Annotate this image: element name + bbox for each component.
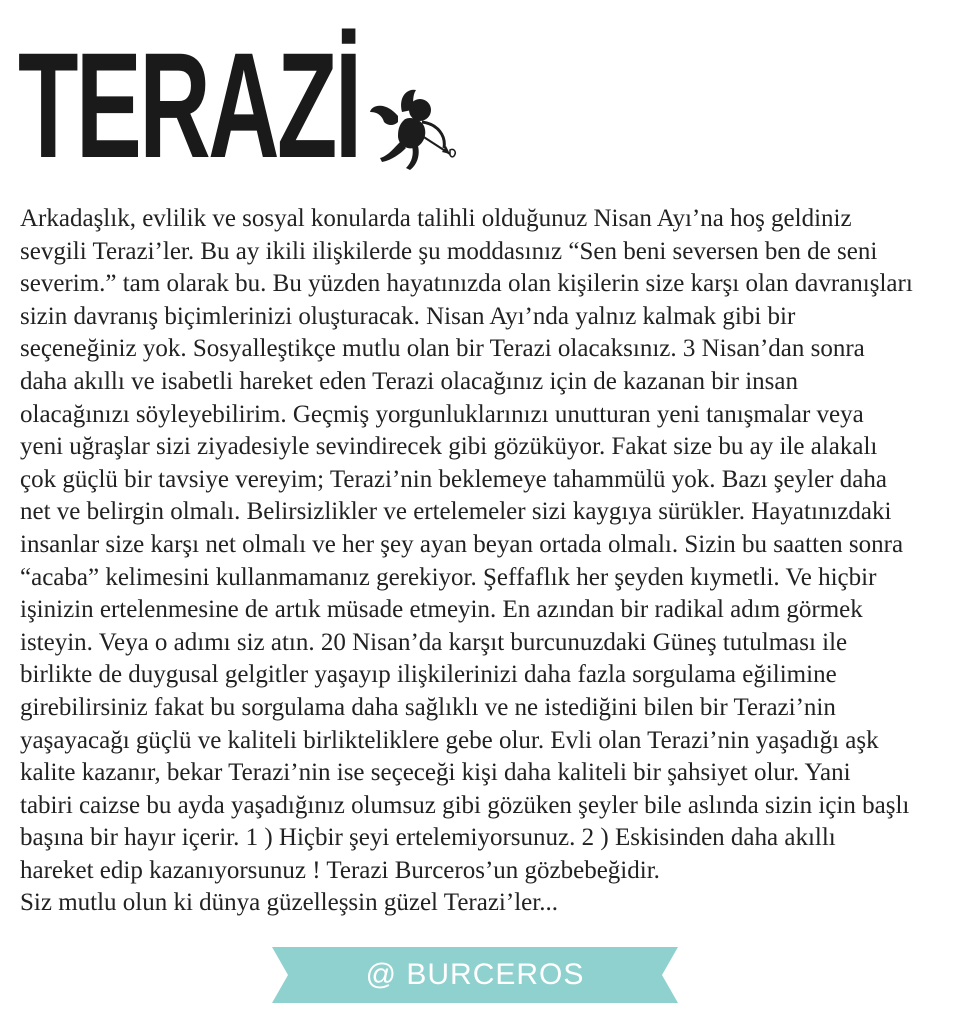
text-line: yaşayacağı güçlü ve kaliteli birlikteliklere gebe olur. Evli olan Terazi’nin yaşadığı aşk	[20, 726, 879, 754]
text-line: yeni uğraşlar sizi ziyadesiyle sevindirecek gibi gözüküyor. Fakat size bu ay ile alakalı	[20, 433, 878, 461]
text-line: girebilirsiniz fakat bu sorgulama daha sağlıklı ve ne istediğini bilen bir Terazi’nin	[20, 693, 836, 721]
text-line: daha akıllı ve isabetli hareket eden Terazi olacağınız için de kazanan bir insan	[20, 367, 798, 395]
article-body	[20, 203, 948, 920]
text-line: tabiri caizse bu ayda yaşadığınız olumsuz gibi gözüken şeyler bile aslında sizin için başlı	[20, 791, 910, 819]
text-line: “acaba” kelimesini kullanmamanız gerekiyor. Şeffaflık her şeyden kıymetli. Ve hiçbir	[20, 563, 877, 591]
text-line: kalite kazanır, bekar Terazi’nin ise seçeceği kişi daha kaliteli bir şahsiyet olur. Yani	[20, 759, 851, 787]
text-line: sevgili Terazi’ler. Bu ay ikili ilişkilerde şu moddasınız “Sen beni seversen ben de seni	[20, 237, 878, 265]
text-line: işinizin ertelenmesine de artık müsade etmeyin. En azından bir radikal adım görmek	[20, 596, 863, 624]
text-line: seçeneğiniz yok. Sosyalleştikçe mutlu olan bir Terazi olacaksınız. 3 Nisan’dan sonra	[20, 335, 865, 363]
text-line: birlikte de duygusal gelgitler yaşayıp ilişkilerinizi daha fazla sorgulama eğilimine	[20, 661, 837, 689]
text-line: Arkadaşlık, evlilik ve sosyal konularda talihli olduğunuz Nisan Ayı’na hoş geldiniz	[20, 205, 852, 232]
burceros-banner	[272, 947, 678, 1003]
text-line: severim.” tam olarak bu. Bu yüzden hayatınızda olan kişilerin size karşı olan davranışları	[20, 270, 913, 298]
text-line: Siz mutlu olun ki dünya güzelleşsin güzel Terazi’ler...	[20, 889, 558, 917]
text-line: isteyin. Veya o adımı siz atın. 20 Nisan’da karşıt burcunuzdaki Güneş tutulması ile	[20, 628, 848, 656]
page-title: TERAZİ	[18, 21, 360, 189]
text-line: insanlar size karşı net olmalı ve her şey ayan beyan ortada olmalı. Sizin bu saatten sonra	[20, 530, 904, 558]
banner-label: @ BURCEROS	[365, 958, 585, 991]
text-line: başına bir hayır içerir. 1 ) Hiçbir şeyi ertelemiyorsunuz. 2 ) Eskisinden daha akıllı	[20, 824, 836, 852]
text-line: çok güçlü bir tavsiye vereyim; Terazi’nin beklemeye tahammülü yok. Bazı şeyler daha	[20, 465, 887, 493]
text-line: sizin davranış biçimlerinizi oluşturacak. Nisan Ayı’nda yalnız kalmak gibi bir	[20, 302, 796, 330]
cupid-icon	[358, 82, 458, 182]
text-line: olacağınızı söyleyebilirim. Geçmiş yorgunluklarınızı unutturan yeni tanışmalar veya	[20, 400, 864, 428]
text-line: net ve belirgin olmalı. Belirsizlikler ve ertelemeler sizi kaygıya sürükler. Hayatınızdaki	[20, 498, 892, 526]
text-line: hareket edip kazanıyorsunuz ! Terazi Burceros’un gözbebeğidir.	[20, 856, 660, 884]
